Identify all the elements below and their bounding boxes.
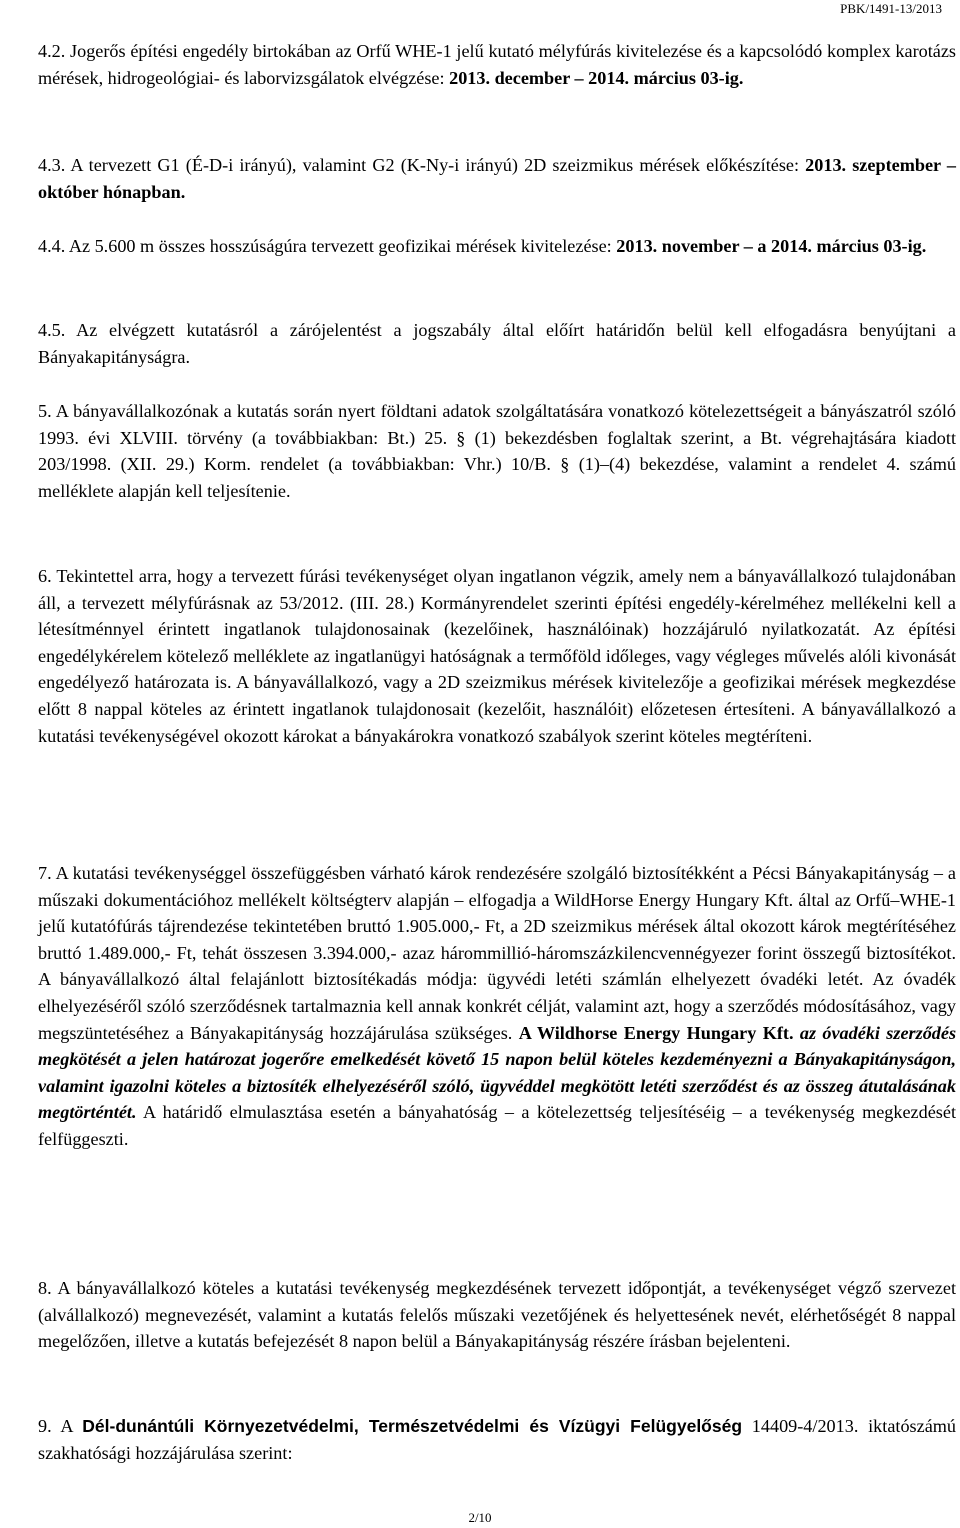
paragraph-number: 5. (38, 401, 52, 421)
paragraph-text: A kutatási tevékenységgel összefüggésben várható károk rendezésére szolgáló biztosítékként a Pécsi Bányakapitányság – a műszaki dokumentációhoz mellékelt költségterv alapján – elfogadja a WildHorse Energy Hungary Kft. által az Orfű–WHE-1 jelű kutatófúrás tájrendezése tekintetében bruttó 1.905.000,- Ft, a 2D szeizmikus mérések által okozott károk megtérítéséhez bruttó 1.489.000,- Ft, tehát összesen 3.394.000,- azaz hárommillió-háromszázkilencvennégyezer forint összegű biztosítékot. A bányavállalkozó által felajánlott biztosítékadás módja: ügyvédi letéti számlán elhelyezett óvadéki letét. Az óvadék elhelyezéséről szóló szerződésnek tartalmaznia kell annak konkrét célját, valamint azt, hogy a szerződés módosításához, vagy megszüntetéséhez a Bányakapitányság hozzájárulása szükséges. (38, 863, 956, 1043)
paragraph-8 (38, 1275, 956, 1355)
paragraph-number: 4.4. (38, 236, 66, 256)
paragraph-text: Az elvégzett kutatásról a zárójelentést a jogszabály által előírt határidőn belül kell elfogadásra benyújtani a Bányakapitányságra. (38, 320, 956, 367)
paragraph-7 (38, 860, 956, 1153)
paragraph-date: 2013. november – a 2014. március 03-ig. (616, 236, 927, 256)
paragraph-text: A tervezett G1 (É-D-i irányú), valamint G2 (K-Ny-i irányú) 2D szeizmikus mérések előkészítése: (70, 155, 800, 175)
paragraph-text: A bányavállalkozó köteles a kutatási tevékenység megkezdésének tervezett időpontját, a tevékenységet végző szervezet (alvállalkozó) megnevezését, valamint a kutatás felelős műszaki vezetőjének és helyettesének nevét, elérhetőségét 8 nappal megelőzően, illetve a kutatás befejezését 8 napon belül a Bányakapitányság részére írásban bejelenteni. (38, 1278, 956, 1352)
paragraph-date: 2013. december – 2014. március 03-ig. (449, 67, 744, 88)
paragraph-pre: A (60, 1416, 73, 1436)
paragraph-5 (38, 398, 956, 504)
deadline-obligation: az óvadéki szerződés megkötését a jelen határozat jogerőre emelkedését követő 15 napon belül köteles kezdeményezni a Bányakapitányságon, valamint igazolni köteles a biztosíték elhelyezéséről szóló, ügyvéddel megkötött letéti szerződést és az összeg átutalásának megtörténtét. (38, 1022, 957, 1123)
paragraph-tail: A határidő elmulasztása esetén a bányahatóság – a kötelezettség teljesítéséig – a tevékenység megkezdését felfüggeszti. (38, 1102, 957, 1149)
company-name-bold: A Wildhorse Energy Hungary Kft. (518, 1022, 794, 1043)
page-number: 2/10 (468, 1510, 492, 1525)
paragraph-4-2 (38, 38, 956, 91)
paragraph-number: 8. (38, 1278, 52, 1298)
paragraph-text: Az 5.600 m összes hosszúságúra tervezett geofizikai mérések kivitelezése: (68, 236, 612, 256)
paragraph-number: 9. (38, 1416, 52, 1436)
paragraph-text: Jogerős építési engedély birtokában az Orfű WHE-1 jelű kutató mélyfúrás kivitelezése és a kapcsolódó komplex karotázs mérések, hidrogeológiai- és laborvizsgálatok elvégzése: (38, 41, 957, 88)
paragraph-number: 4.3. (38, 155, 66, 175)
paragraph-number: 4.5. (38, 320, 66, 340)
paragraph-4-5 (38, 317, 956, 370)
paragraph-number: 7. (38, 863, 52, 883)
paragraph-text: Tekintettel arra, hogy a tervezett fúrási tevékenységet olyan ingatlanon végzik, amely nem a bányavállalkozó tulajdonában áll, a tervezett mélyfúrásnak az 53/2012. (III. 28.) Kormányrendelet szerinti építési engedély-kérelméhez mellékelni kell a létesítménnyel érintett ingatlanok tulajdonosainak (kezelőinek, használóinak) hozzájáruló nyilatkozatát. Az építési engedélykérelem kötelező melléklete az ingatlanügyi hatóságnak a termőföld időleges, vagy végleges művelés alóli kivonását engedélyező határozata is. A bányavállalkozó, vagy a 2D szeizmikus mérések kivitelezője a geofizikai mérések megkezdése előtt 8 nappal köteles az érintett ingatlanok tulajdonosait (kezelőit, használóit) előzetesen értesíteni. A bányavállalkozó a kutatási tevékenységével okozott károkat a bányakárokra vonatkozó szabályok szerint köteles megtéríteni. (38, 566, 957, 746)
authority-name: Dél-dunántúli Környezetvédelmi, Természetvédelmi és Vízügyi Felügyelőség (82, 1416, 743, 1436)
document-id: PBK/1491-13/2013 (840, 1, 942, 16)
paragraph-post: 14409-4/2013. iktatószámú szakhatósági hozzájárulása szerint: (38, 1416, 957, 1463)
paragraph-number: 6. (38, 566, 52, 586)
paragraph-4-3 (38, 152, 956, 205)
paragraph-text: A bányavállalkozónak a kutatás során nyert földtani adatok szolgáltatására vonatkozó kötelezettségeit a bányászatról szóló 1993. évi XLVIII. törvény (a továbbiakban: Bt.) 25. § (1) bekezdésben foglaltak szerint, a Bt. végrehajtására kiadott 203/1998. (XII. 29.) Korm. rendelet (a továbbiakban: Vhr.) 10/B. § (1)–(4) bekezdése, valamint a rendelet 4. számú melléklete alapján kell teljesítenie. (38, 401, 956, 501)
paragraph-4-4 (38, 233, 956, 260)
paragraph-6 (38, 563, 956, 749)
paragraph-9 (38, 1413, 956, 1466)
paragraph-number: 4.2. (38, 41, 66, 61)
paragraph-date: 2013. szeptember – október hónapban. (38, 155, 956, 202)
